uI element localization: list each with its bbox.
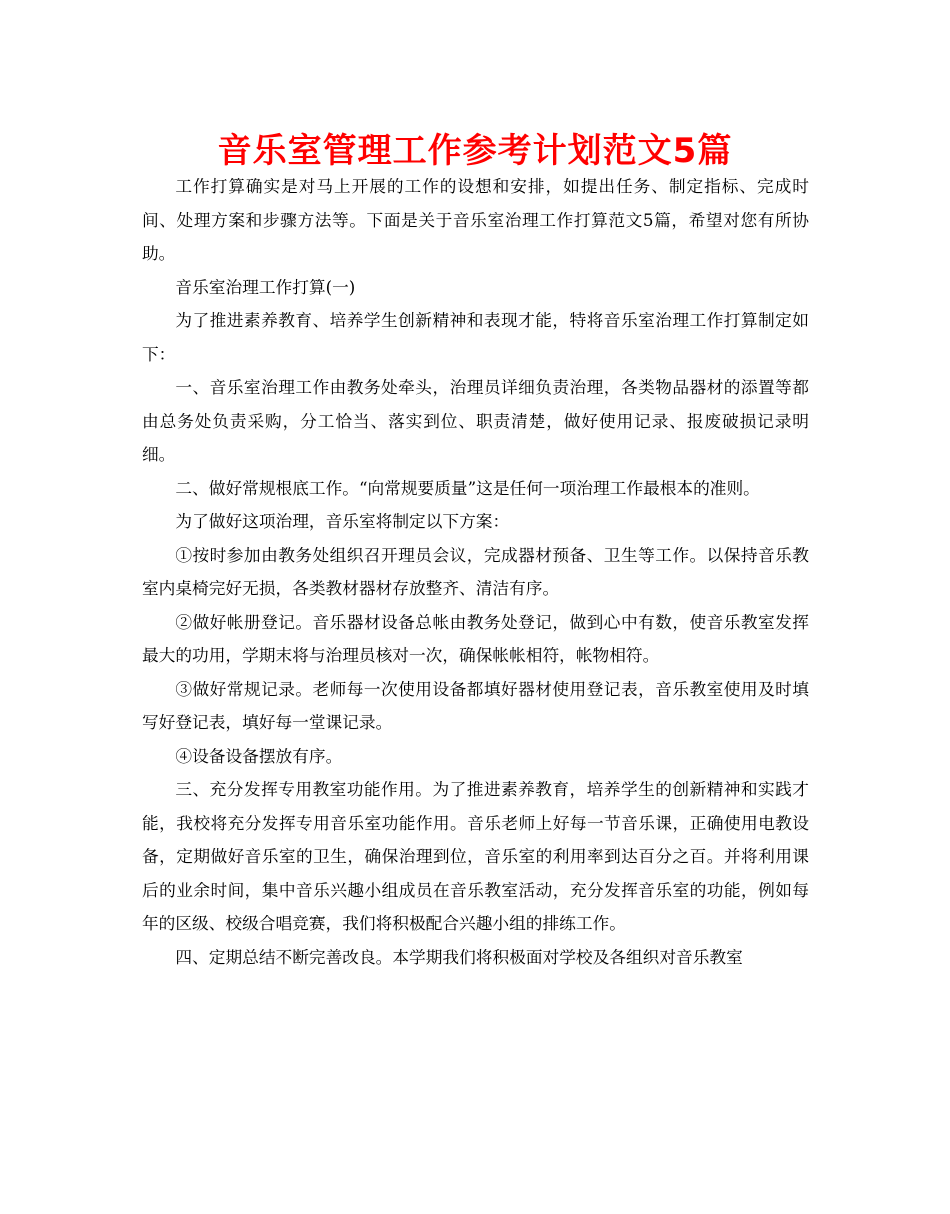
paragraph: 三、充分发挥专用教室功能作用。为了推进素养教育，培养学生的创新精神和实践才能，我校将充分发挥专用音乐室功能作用。音乐老师上好每一节音乐课，正确使用电教设备，定期做好音乐室的卫生，确保治理到位，音乐室的利用率到达百分之百。并将利用课后的业余时间，集中音乐兴趣小组成员在音乐教室活动，充分发挥音乐室的功能，例如每年的区级、校级合唱竞赛，我们将积极配合兴趣小组的排练工作。	[142, 779, 809, 933]
document-title: 音乐室管理工作参考计划范文5篇	[217, 131, 733, 171]
paragraph: 为了推进素养教育、培养学生创新精神和表现才能，特将音乐室治理工作打算制定如下：	[142, 310, 809, 364]
paragraph: 为了做好这项治理，音乐室将制定以下方案：	[175, 511, 510, 531]
paragraph: ①按时参加由教务处组织召开理员会议，完成器材预备、卫生等工作。以保持音乐教室内桌椅完好无损，各类教材器材存放整齐、清洁有序。	[142, 544, 809, 598]
paragraph-intro: 工作打算确实是对马上开展的工作的设想和安排，如提出任务、制定指标、完成时间、处理方案和步骤方法等。下面是关于音乐室治理工作打算范文5篇，希望对您有所协助。	[142, 176, 809, 263]
paragraph: ③做好常规记录。老师每一次使用设备都填好器材使用登记表，音乐教室使用及时填写好登记表，填好每一堂课记录。	[142, 678, 809, 732]
paragraph: 二、做好常规根底工作。“向常规要质量”这是任何一项治理工作最根本的准则。	[175, 477, 760, 498]
paragraph: 四、定期总结不断完善改良。本学期我们将积极面对学校及各组织对音乐教室	[175, 946, 743, 967]
paragraph: ④设备设备摆放有序。	[175, 745, 343, 766]
document-body	[142, 170, 809, 974]
paragraph: ②做好帐册登记。音乐器材设备总帐由教务处登记，做到心中有数，使音乐教室发挥最大的功用，学期末将与治理员核对一次，确保帐帐相符，帐物相符。	[142, 611, 809, 665]
paragraph: 一、音乐室治理工作由教务处牵头，治理员详细负责治理，各类物品器材的添置等都由总务处负责采购，分工恰当、落实到位、职责清楚，做好使用记录、报废破损记录明细。	[142, 377, 809, 464]
paragraph-section-heading: 音乐室治理工作打算(一)	[175, 276, 356, 297]
